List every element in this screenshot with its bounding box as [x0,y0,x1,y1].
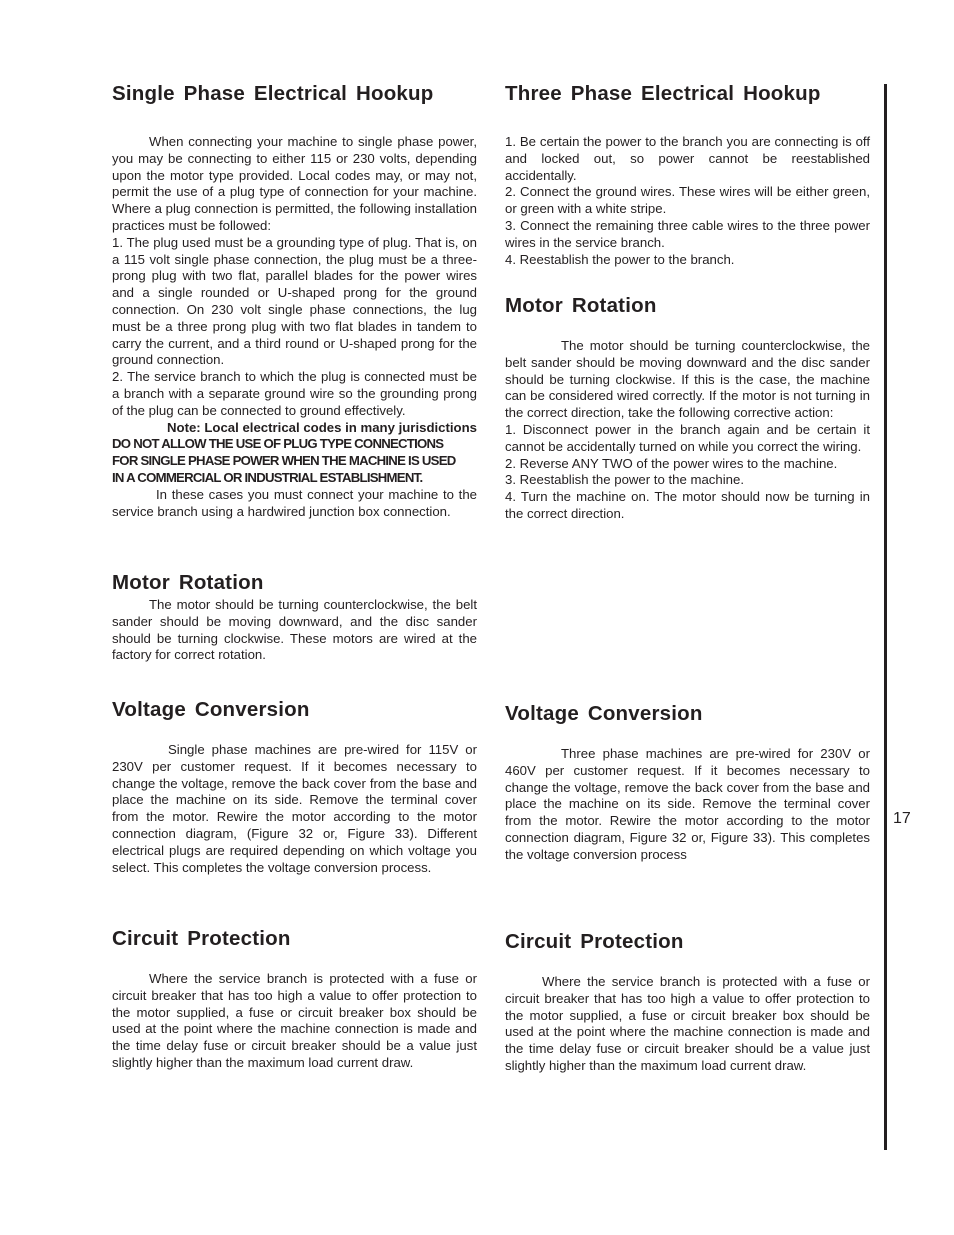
left-voltage-conversion-section [112,696,477,876]
right-voltage-conversion-heading: Voltage Conversion [505,702,703,725]
three-phase-item-4: 4. Reestablish the power to the branch. [505,251,735,267]
three-phase-heading: Three Phase Electrical Hookup [505,82,821,105]
single-phase-heading: Single Phase Electrical Hookup [112,82,434,105]
right-motor-rotation-section [505,292,870,523]
left-motor-rotation-heading: Motor Rotation [112,571,264,594]
right-motor-rotation-item-2: 2. Reverse ANY TWO of the power wires to the machine. [505,455,838,471]
left-motor-rotation-section [112,569,477,664]
page-edge-rule [884,84,887,1150]
right-circuit-protection-heading: Circuit Protection [505,930,684,953]
left-voltage-conversion-body: Single phase machines are pre-wired for 115V or 230V per customer request. If it becomes necessary to change the voltage, remove the back cover from the base and place the machine on its side. Remove the terminal cover from the motor. Rewire the motor according to the motor connection diagram, (Figure 32 or, Figure 33). Different electrical plugs are required depending on which voltage you select. This completes the voltage conversion process. [112,742,477,875]
right-circuit-protection-section [505,928,870,1075]
right-circuit-protection-body: Where the service branch is protected with a fuse or circuit breaker that has too high a value to offer protection to the motor supplied, a fuse or circuit breaker box should be used at the point where the machine connection is made and the time delay fuse or circuit breaker should be a value just slightly higher than the maximum load current draw. [505,974,870,1073]
note-caps-line-1: DO NOT ALLOW THE USE OF PLUG TYPE CONNECTIONS [112,436,444,452]
right-voltage-conversion-section [505,700,870,864]
note-heading: Note: Local electrical codes in many jurisdictions [167,419,477,435]
left-motor-rotation-body: The motor should be turning counterclockwise, the belt sander should be moving downward, and the disc sander should be turning clockwise. These motors are wired at the factory for correct rotation. [112,597,477,663]
page-number: 17 [893,810,911,827]
left-circuit-protection-heading: Circuit Protection [112,927,291,950]
three-phase-section [505,80,870,268]
right-motor-rotation-heading: Motor Rotation [505,294,657,317]
single-phase-intro: When connecting your machine to single phase power, you may be connecting to either 115 or 230 volts, depending upon the motor type provided. Local codes may, or may not, permit the use of a plug type of connection for your machine. Where a plug connection is permitted, the following installation practices must be followed: [112,134,477,233]
note-caps-line-2: FOR SINGLE PHASE POWER WHEN THE MACHINE IS USED [112,453,456,469]
note-caps-line-3: IN A COMMERCIAL OR INDUSTRIAL ESTABLISHMENT. [112,469,423,485]
three-phase-item-3: 3. Connect the remaining three cable wires to the three power wires in the service branch. [505,217,870,250]
right-motor-rotation-item-4: 4. Turn the machine on. The motor should now be turning in the correct direction. [505,489,870,521]
three-phase-item-1: 1. Be certain the power to the branch you are connecting is off and locked out, so power cannot be reestablished accidentally. [505,134,870,183]
right-voltage-conversion-body: Three phase machines are pre-wired for 230V or 460V per customer request. If it becomes necessary to change the voltage, remove the back cover from the base and place the machine on its side. Remove the terminal cover from the motor. Rewire the motor according to the motor connection diagram, Figure 32 or, Figure 33). This completes the voltage conversion process [505,746,870,862]
left-circuit-protection-section [112,925,477,1072]
right-motor-rotation-item-1: 1. Disconnect power in the branch again and be certain it cannot be accidentally turned on while you correct the wiring. [505,421,870,454]
three-phase-item-2: 2. Connect the ground wires. These wires will be either green, or green with a white stripe. [505,184,870,217]
right-motor-rotation-item-3: 3. Reestablish the power to the machine. [505,472,744,488]
single-phase-closing: In these cases you must connect your machine to the service branch using a hardwired junction box connection. [112,486,477,519]
left-voltage-conversion-heading: Voltage Conversion [112,698,310,721]
single-phase-section [112,80,477,520]
right-motor-rotation-intro: The motor should be turning counterclockwise, the belt sander should be moving downward and the disc sander should be turning clockwise. If this is the case, the machine can be considered wired correctly. If the motor is not turning in the correct direction, take the following corrective action: [505,338,870,421]
left-circuit-protection-body: Where the service branch is protected with a fuse or circuit breaker that has too high a value to offer protection to the motor supplied, a fuse or circuit breaker box should be used at the point where the machine connection is made and the time delay fuse or circuit breaker should be a value just slightly higher than the maximum load current draw. [112,971,477,1070]
single-phase-item-1: 1. The plug used must be a grounding type of plug. That is, on a 115 volt single phase connection, the plug must be a three-prong plug with two flat, parallel blades for the power wires and a single rounded or U-shaped prong for the ground connection. On 230 volt single phase connections, the lug must be a three prong plug with two flat blades in tandem to carry the current, and a third round or U-shaped prong for the ground connection. [112,234,477,368]
single-phase-item-2: 2. The service branch to which the plug is connected must be a branch with a separate ground wire so the grounding prong of the plug can be connected to ground effectively. [112,369,477,418]
